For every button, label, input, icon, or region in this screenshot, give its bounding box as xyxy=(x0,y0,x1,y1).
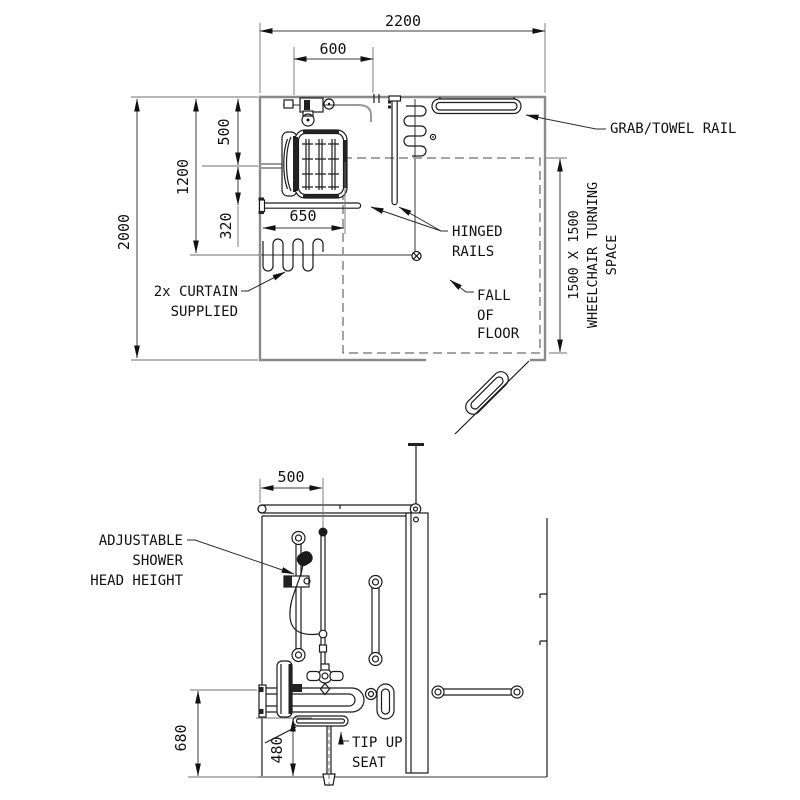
plan-door xyxy=(455,361,529,434)
dim-turning-space xyxy=(546,158,620,353)
dim-2000 xyxy=(115,97,258,360)
elevation-partition xyxy=(406,513,428,773)
label-adjustable-shower xyxy=(90,533,294,589)
dim-500-elevation-text: 500 xyxy=(277,468,305,486)
label-tip-up-seat xyxy=(341,732,403,771)
fall-of-floor-text-3: FLOOR xyxy=(477,326,520,342)
label-hinged-rails xyxy=(371,207,503,260)
elevation-door-edge xyxy=(540,518,547,777)
label-grab-towel-rail xyxy=(526,115,736,137)
dim-2200-text: 2200 xyxy=(384,12,422,30)
dim-320-text: 320 xyxy=(217,212,235,240)
dim-600 xyxy=(294,40,373,95)
turning-space-text-2: WHEELCHAIR TURNING xyxy=(585,181,601,329)
elevation-door-grab-rail xyxy=(432,686,523,698)
dim-2000-text: 2000 xyxy=(115,213,133,251)
plan-hinged-rail-vertical xyxy=(388,96,401,205)
hinged-rails-text-1: HINGED xyxy=(452,224,503,240)
dim-1200-text: 1200 xyxy=(174,158,192,196)
dim-680-text: 680 xyxy=(172,724,190,752)
adjustable-shower-text-1: ADJUSTABLE xyxy=(98,533,183,549)
plan-grab-towel-rail xyxy=(430,97,521,140)
curtain-supplied-text-2: SUPPLIED xyxy=(170,304,238,320)
plan-shower-valve xyxy=(283,94,379,126)
grab-towel-rail-text: GRAB/TOWEL RAIL xyxy=(610,121,737,137)
dim-480 xyxy=(256,718,312,776)
fall-of-floor-text-2: OF xyxy=(477,308,494,324)
dim-680 xyxy=(172,690,257,776)
adjustable-shower-text-2: SHOWER xyxy=(132,553,183,569)
elevation-vertical-grab-rail xyxy=(369,576,382,666)
dim-480-text: 480 xyxy=(268,736,286,764)
adjustable-shower-text-3: HEAD HEIGHT xyxy=(90,573,183,589)
dim-650-text: 650 xyxy=(289,207,317,225)
curtain-supplied-text-1: 2x CURTAIN xyxy=(153,284,238,300)
tip-up-seat-text-1: TIP UP xyxy=(352,735,403,751)
dim-500-elevation xyxy=(260,468,323,528)
elevation-riser-mixer xyxy=(307,528,343,695)
dim-600-text: 600 xyxy=(319,40,347,58)
elevation-view xyxy=(90,445,547,790)
tip-up-seat-text-2: SEAT xyxy=(352,755,386,771)
dim-500-plan xyxy=(202,99,258,166)
turning-space-text-3: SPACE xyxy=(604,234,620,276)
turning-space-text-1: 1500 X 1500 xyxy=(566,210,582,300)
elevation-shower-slider xyxy=(284,532,319,662)
plan-tip-up-seat xyxy=(260,130,347,198)
label-curtain-supplied xyxy=(154,272,285,320)
dim-500-plan-text: 500 xyxy=(215,118,233,146)
label-fall-of-floor xyxy=(450,280,520,342)
plan-view xyxy=(115,12,736,434)
shower-handset xyxy=(295,549,315,569)
dim-2200 xyxy=(260,12,545,93)
fall-of-floor-text-1: FALL xyxy=(477,288,511,304)
hinged-rails-text-2: RAILS xyxy=(452,244,495,260)
dim-320 xyxy=(217,167,238,247)
